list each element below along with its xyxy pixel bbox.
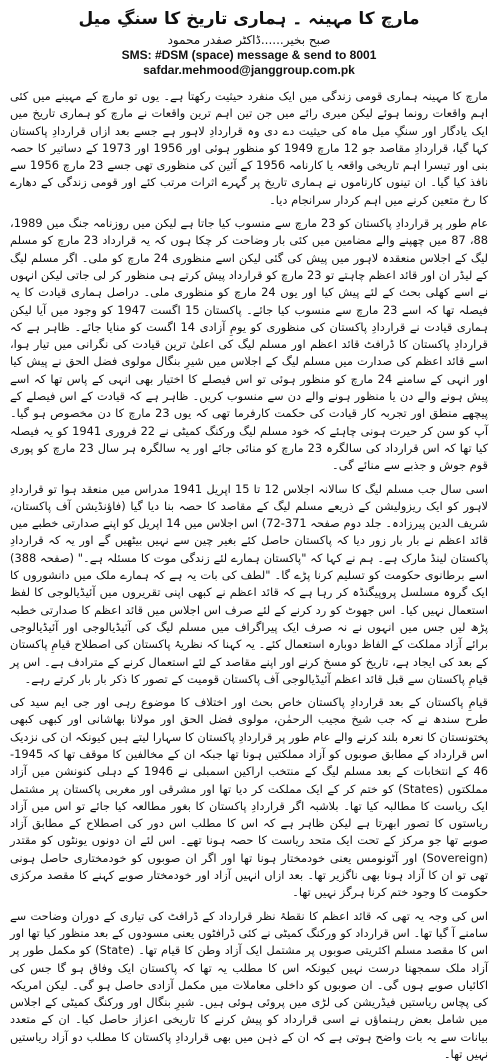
paragraph: اسی سال جب مسلم لیگ کا سالانہ اجلاس 12 تا 15 اپریل 1941 مدراس میں منعقد ہوا تو قراردادِ لاہور کو ایک ریزولیشن کے ذریعے مسلم لیگ کے مقاصد کا حصہ بنا دیا گیا (فاؤنڈیشن آف پاکستان، شریف الدین پیرزادہ۔ جلد دوم صفحہ 371-72) اس اجلاس میں 14 اپریل کو اپنے صدارتی خطبے میں قائد اعظم نے بار بار زور دیا کہ پاکستان حاصل کئے بغیر چین سے نہیں بیٹھیں گے اور یہ کہ قراردادِ پاکستان لینڈ مارک ہے۔ ہم نے کہا کہ "پاکستان ہمارے لئے زندگی موت کا مسئلہ ہے۔" (صفحہ 388) اسے برطانوی حکومت کو تسلیم کرنا پڑے گا۔ "لطف کی بات یہ ہے کہ ہمارے ملک میں دانشوروں کا ایک گروہ مسلسل پروپیگنڈہ کر رہا ہے کہ قائد اعظم نے کبھی اپنی تقریروں میں آئیڈیالوجی کا لفظ استعمال نہیں کیا۔ اس جھوٹ کو رد کرنے کے لئے صرف اس اجلاس میں قائد اعظم کا صدارتی خطبہ پڑھ لیں جس میں انہوں نے نہ صرف ایک پیراگراف میں مسلم لیگ کی آئیڈیالوجی اور آئیڈیالوجی برائے آزاد مملکت کے الفاظ دوبارہ استعمال کئے۔ یہ کہنا کہ نظریۂ پاکستان کی اصطلاح قیامِ پاکستان کے بعد کی ایجاد ہے، تاریخ کو مسخ کرنے اور اپنے مقاصد کے لئے استعمال کرنے کے مترادف ہے۔ اس پر قیامِ پاکستان سے قبل قائد اعظم آئیڈیالوجی آف پاکستان قومیت کے تصور کا ذکر بار بار کرتے رہے۔ [10,481,488,686]
paragraph: اس کی وجہ یہ تھی کہ قائد اعظم کا نقطۂ نظر قرارداد کے ڈرافٹ کی تیاری کے دوران وضاحت سے سامنے آ گیا تھا۔ اس قرارداد کو ورکنگ کمیٹی نے کئی ڈرافٹوں یعنی مسودوں کے بعد منظور کیا تھا اور اس کا مقصد مسلم اکثریتی صوبوں پر مشتمل ایک آزاد وطن کا قیام تھا۔ (State) کو مکمل طور پر آزاد ملک سمجھنا درست نہیں کیونکہ اس کا مطلب یہ تھا کہ پاکستان ایک وفاق ہو گا جس کی اکائیاں صوبے ہوں گی۔ ان صوبوں کو داخلی معاملات میں مکمل آزادی حاصل ہو گی۔ لیکن امریکہ کی پچاس ریاستیں فیڈریشن کی لڑی میں پروئی ہوئی ہیں۔ شیرِ بنگال اور ورکنگ کمیٹی کے اجلاس میں شامل بعض رہنماؤں نے اسی قرارداد کو پیش کرنے کا تاریخی اعزاز حاصل کیا۔ ان کے متعدد بیانات سے یہ بات واضح ہوتی ہے کہ ان کے ذہن میں بھی قراردادِ پاکستان کا مطلب دو آزاد ریاستیں نہیں تھا۔ [10,908,488,1062]
article-byline: صبح بخیر......ڈاکٹر صفدر محمود [167,33,331,47]
article-title: مارچ کا مہینہ ۔ ہماری تاریخ کا سنگِ میل [78,9,420,29]
author-email: safdar.mehmood@janggroup.com.pk [143,63,355,77]
paragraph: عام طور پر قراردادِ پاکستان کو 23 مارچ سے منسوب کیا جاتا ہے لیکن میں روزنامہ جنگ میں 1989، 88، 87 میں چھپنے والے مضامین میں کئی بار وضاحت کر چکا ہوں کہ یہ قرارداد 23 مارچ کو مسلم لیگ کے اجلاس منعقدہ لاہور میں پیش کی گئی لیکن اسے منظوری 24 مارچ کو ملی۔ اگر مسلم لیگ کے لیڈر ان اور قائد اعظم چاہتے تو 23 مارچ کو قرارداد پیش کرتے ہی منظور کر لی جاتی لیکن انہوں نے اسے کھلی بحث کے لئے پیش کیا اور یوں 24 مارچ کو منظوری ملی۔ دراصل ہماری قیادت کا یہ فیصلہ تھا کہ اسے 23 مارچ سے منسوب کیا جائے۔ پاکستان 15 اگست 1947 کو وجود میں آیا لیکن ہماری قیادت نے قراردادِ پاکستان کی منظوری کو یومِ آزادی 14 اگست کو منایا جائے۔ ظاہر ہے کہ قراردادِ پاکستان کا ڈرافٹ قائد اعظم اور مسلم لیگ کی اعلیٰ ترین قیادت کی نگرانی میں تیار ہوا، اسے قائد اعظم کی صدارت میں مسلم لیگ کے اجلاس میں شیرِ بنگال مولوی فضل الحق نے پیش کیا اور انہی کے سامنے 24 مارچ کو منظور ہوئی تو اس فیصلے کا اختیار بھی انہی کے پاس تھا کہ اسے پیش ہونے والے دن یا منظور ہونے والے دن سے منسوب کریں۔ ظاہر ہے کہ قیادت کے اس فیصلے کے پیچھے منطق اور تجربہ کار قیادت کی حکمت کارفرما تھی کہ یوں 23 مارچ کا دن مخصوص ہو گیا۔ آپ کو سن کر حیرت ہونی چاہئے کہ خود مسلم لیگ ورکنگ کمیٹی نے 22 فروری 1941 کو یہ فیصلہ کیا تھا کہ اس قرارداد کی سالگرہ 23 مارچ کو منائی جائے اور یہ سالگرہ ہر سال 23 مارچ کو پوری قوم جوش و جذبے سے منائے گی۔ [10,216,489,473]
sms-line: SMS: #DSM (space) message & send to 8001 [121,48,377,62]
paragraph: مارچ کا مہینہ ہماری قومی زندگی میں ایک منفرد حیثیت رکھتا ہے۔ یوں تو مارچ کے مہینے میں کئی اہم واقعات رونما ہوئے لیکن میری رائے میں جن تین اہم ترین واقعات نے مارچ کو ہماری تاریخ میں ایک یادگار اور سنگِ میل ماہ کی حیثیت دے دی وہ قراردادِ لاہور ہے جسے بعد ازاں قراردادِ پاکستان کہا گیا، قراردادِ مقاصد جو 12 مارچ 1949 کو منظور ہوئی اور 1956 اور 1973 کے دساتیر کا حصہ بنی اور تیسرا اہم تاریخی واقعہ یا کارنامہ 1956 کے آئین کی منظوری تھی جسے 23 مارچ 1956 سے نافذ کیا گیا۔ ان تینوں کارناموں نے ہماری تاریخ پر گہرے اثرات مرتب کئے اور قومی زندگی کے دھارے کا رخ متعین کرنے میں اہم کردار سرانجام دیا۔ [10,89,489,207]
article-body [10,88,488,1063]
paragraph: قیامِ پاکستان کے بعد قراردادِ پاکستان خاص بحث اور اختلاف کا موضوع رہی اور جی ایم سید کی طرح سندھ نے کہ جب شیخ مجیب الرحمٰن، مولوی فضل الحق اور مولانا بھاشانی اور کبھی کبھی پختونستان کا نعرہ بلند کرنے والے عام طور پر قراردادِ پاکستان کا سہارا لیتے ہیں کیونکہ ان کی نزدیک اس قرارداد کے مطابق صوبوں کو آزاد مملکتیں ہونا تھا جبکہ ان کے مخالفین کا موقف تھا کہ 1945-46 کے انتخابات کے بعد مسلم لیگ کے منتخب اراکین اسمبلی نے 1946 کے دہلی کنونشن میں آزاد مملکتوں (States) کو ختم کر کے ایک مملکت کر دیا تھا اور مشرقی اور مغربی پاکستان پر مشتمل ایک ریاست کا مطالبہ کیا تھا۔ بلاشبہ اگر قراردادِ پاکستان کا بغور مطالعہ کیا جائے تو اس میں آزاد ریاستوں کا تصور ابھرتا ہے لیکن ظاہر ہے کہ اس کا مطلب اس دور کی اصطلاح کے مطابق آزاد صوبے تھا جو مرکز کے تحت ایک متحد ریاست کا حصہ ہونا تھے۔ اس لئے ان دونوں یونٹوں کو مقتدر (Sovereign) اور آٹونومس یعنی خودمختار ہونا تھا اور اگر ان صوبوں کو خودمختاری حاصل ہونی تھی تو ان کا آزاد ہونا بھی ناگزیر تھا۔ بعد ازاں انہیں آزاد اور خودمختار صوبے کہنے کا مقصد مرکزی حکومت کا وجود ختم کرنا ہرگز نہیں تھا۔ [10,695,489,900]
